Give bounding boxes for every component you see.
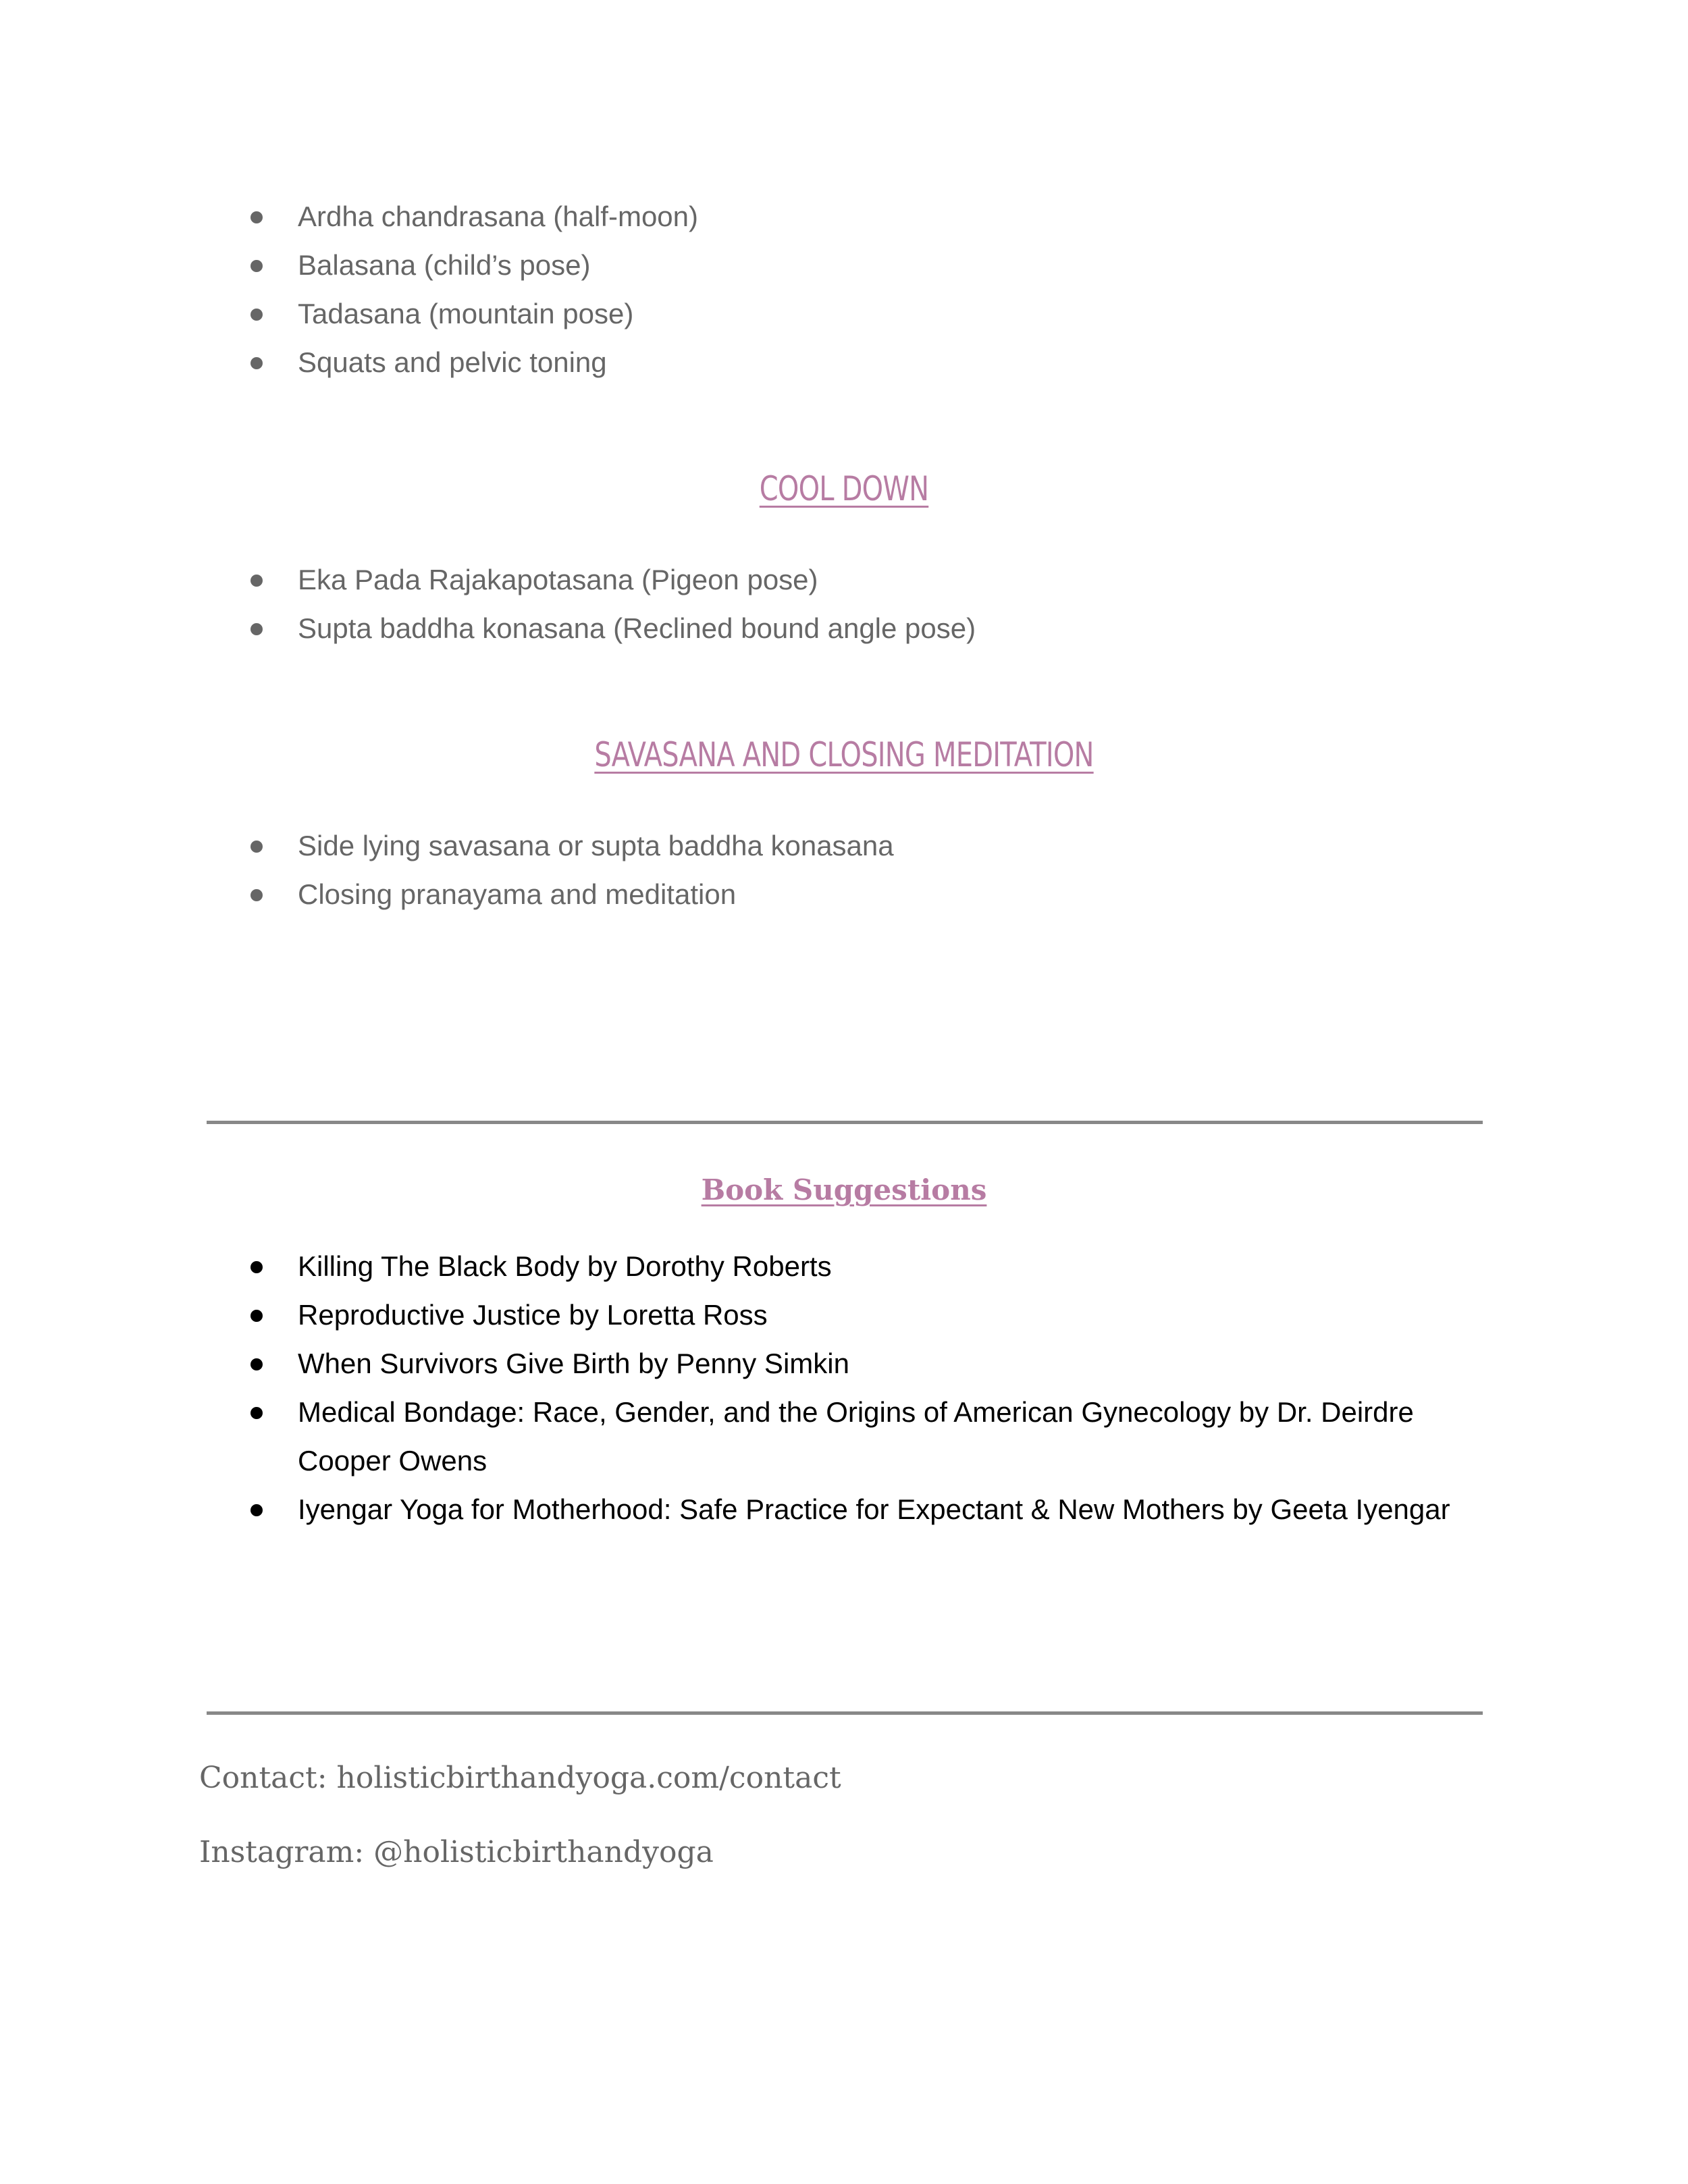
list-item: When Survivors Give Birth by Penny Simkin	[0, 1339, 1688, 1388]
list-item: Tadasana (mountain pose)	[0, 290, 1688, 338]
list-item: Ardha chandrasana (half-moon)	[0, 192, 1688, 241]
list-item: Killing The Black Body by Dorothy Roberts	[0, 1242, 1688, 1291]
list-item: Supta baddha konasana (Reclined bound angle pose)	[0, 604, 1688, 653]
instagram-line: Instagram: @holisticbirthandyoga	[199, 1835, 714, 1869]
list-item: Reproductive Justice by Loretta Ross	[0, 1291, 1688, 1339]
list-item: Eka Pada Rajakapotasana (Pigeon pose)	[0, 556, 1688, 604]
horizontal-divider	[207, 1711, 1483, 1715]
list-item: Iyengar Yoga for Motherhood: Safe Practice for Expectant & New Mothers by Geeta Iyengar	[0, 1485, 1688, 1534]
savasana-heading: SAVASANA AND CLOSING MEDITATION	[594, 735, 1094, 774]
list-item: Side lying savasana or supta baddha konasana	[0, 822, 1688, 870]
cool-down-heading: COOL DOWN	[759, 469, 929, 508]
contact-line: Contact: holisticbirthandyoga.com/contact	[199, 1761, 841, 1795]
savasana-list	[0, 822, 1688, 919]
list-item: Squats and pelvic toning	[0, 338, 1688, 387]
cool-down-list	[0, 556, 1688, 653]
book-suggestions-heading: Book Suggestions	[701, 1173, 987, 1206]
list-item: Medical Bondage: Race, Gender, and the Origins of American Gynecology by Dr. Deirdre Cooper Owens	[0, 1388, 1688, 1485]
list-item: Closing pranayama and meditation	[0, 870, 1688, 919]
horizontal-divider	[207, 1121, 1483, 1124]
book-list	[0, 1242, 1688, 1534]
list-item: Balasana (child’s pose)	[0, 241, 1688, 290]
pose-list	[0, 192, 1688, 387]
